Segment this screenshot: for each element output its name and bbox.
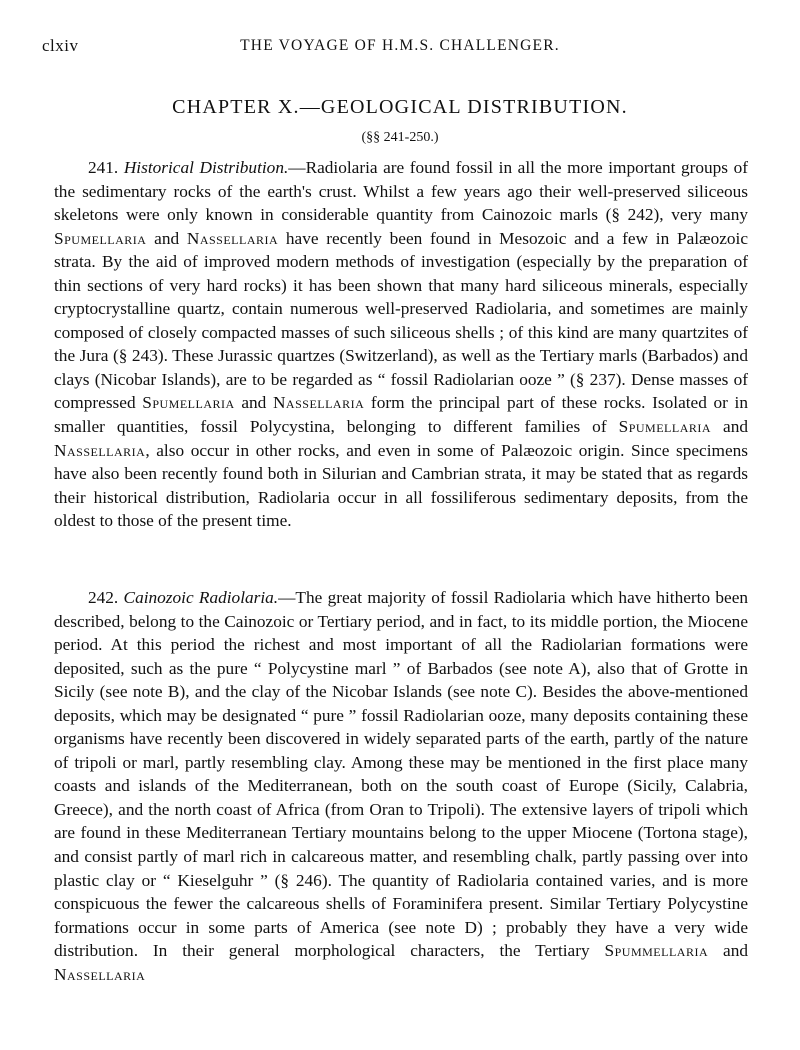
running-header	[42, 36, 758, 58]
paragraph-number: 241.	[88, 158, 119, 177]
taxon-name: Spumellaria	[54, 228, 147, 248]
chapter-title: CHAPTER X.—GEOLOGICAL DISTRIBUTION.	[172, 96, 628, 118]
taxon-name: Spumellaria	[618, 417, 712, 437]
taxon-name: Nassellaria	[54, 964, 146, 984]
paragraph-text: and	[234, 393, 273, 413]
paragraph-number: 242.	[88, 588, 119, 607]
paragraph-text: —The great majority of fossil Radiolaria which have hitherto been described, belong to the Cainozoic or Tertiary period, and in fact, to its middle portion, the Miocene period. At this period the richest and most important of all the Radiolarian formations were deposited, such as the pure “ Polycystine marl ” of Barbados (see note A), also that of Grotte in Sicily (see note B), and the clay of the Nicobar Islands (see note C). Besides the above-mentioned deposits, which may be designated “ pure ” fossil Radiolarian ooze, many deposits containing these organisms have recently been discovered in widely separated parts of the earth, partly of the nature of tripoli or marl, partly resembling clay. Among these may be mentioned in the first place many coasts and islands of the Mediterranean, both on the south coast of Europe (Sicily, Calabria, Greece), and the north coast of Africa (from Oran to Tripoli). The extensive layers of tripoli which are found in these Mediterranean Tertiary mountains belong to the upper Miocene (Tortona stage), and consist partly of marl rich in calcareous matter, and resembling chalk, partly passing over into plastic clay or “ Kieselguhr ” (§ 246). The quantity of Radiolaria contained varies, and is more conspicuous the fewer the calcareous shells of Foraminifera present. Similar Tertiary Polycystine formations occur in some parts of America (see note D) ; probably they have a very wide distribution. In their general morphological characters, the Tertiary	[54, 588, 749, 961]
taxon-name: Spumellaria	[142, 393, 235, 413]
paragraph-heading: Cainozoic Radiolaria.	[123, 588, 279, 607]
running-title: THE VOYAGE OF H.M.S. CHALLENGER.	[240, 37, 560, 54]
paragraph-242	[54, 586, 748, 986]
taxon-name: Nassellaria	[186, 228, 279, 248]
paragraph-241	[54, 156, 748, 533]
page-number: clxiv	[42, 36, 79, 55]
paragraph-text: and	[708, 941, 748, 961]
paragraph-text: , also occur in other rocks, and even in some of Palæozoic origin. Since specimens have also been recently found both in Silurian and Cambrian strata, it may be stated that as regards their historical distribution, Radiolaria occur in all fossiliferous sedimentary deposits, from the oldest to those of the present time.	[54, 440, 748, 531]
paragraph-text: —Radiolaria are found fossil in all the more important groups of the sedimentary rocks of the earth's crust. Whilst a few years ago their well-preserved siliceous skeletons were only known in considerable quantity from Cainozoic marls (§ 242), very many	[54, 158, 748, 225]
paragraph-text: and	[146, 228, 187, 248]
paragraph-text: and	[711, 417, 748, 437]
paragraph-heading: Historical Distribution.	[123, 158, 289, 177]
paragraph-text: form the principal part of these rocks. Isolated or in smaller quantities, fossil Polycystina, belonging to different families of	[54, 393, 748, 437]
taxon-name: Nassellaria	[54, 440, 146, 460]
taxon-name: Nassellaria	[272, 393, 365, 413]
chapter-sections: (§§ 241-250.)	[361, 130, 439, 145]
taxon-name: Spummellaria	[604, 941, 709, 961]
paragraph-text: have recently been found in Mesozoic and a few in Palæozoic strata. By the aid of improved modern methods of investigation (especially by the preparation of thin sections of very hard rocks) it has been shown that many hard siliceous minerals, especially cryptocrystalline quartz, contain numerous well-preserved Radiolaria, and sometimes are mainly composed of closely compacted masses of such siliceous shells ; of this kind are many quartzites of the Jura (§ 243). These Jurassic quartzes (Switzerland), as well as the Tertiary marls (Barbados) and clays (Nicobar Islands), are to be regarded as “ fossil Radiolarian ooze ” (§ 237). Dense masses of compressed	[54, 228, 748, 413]
